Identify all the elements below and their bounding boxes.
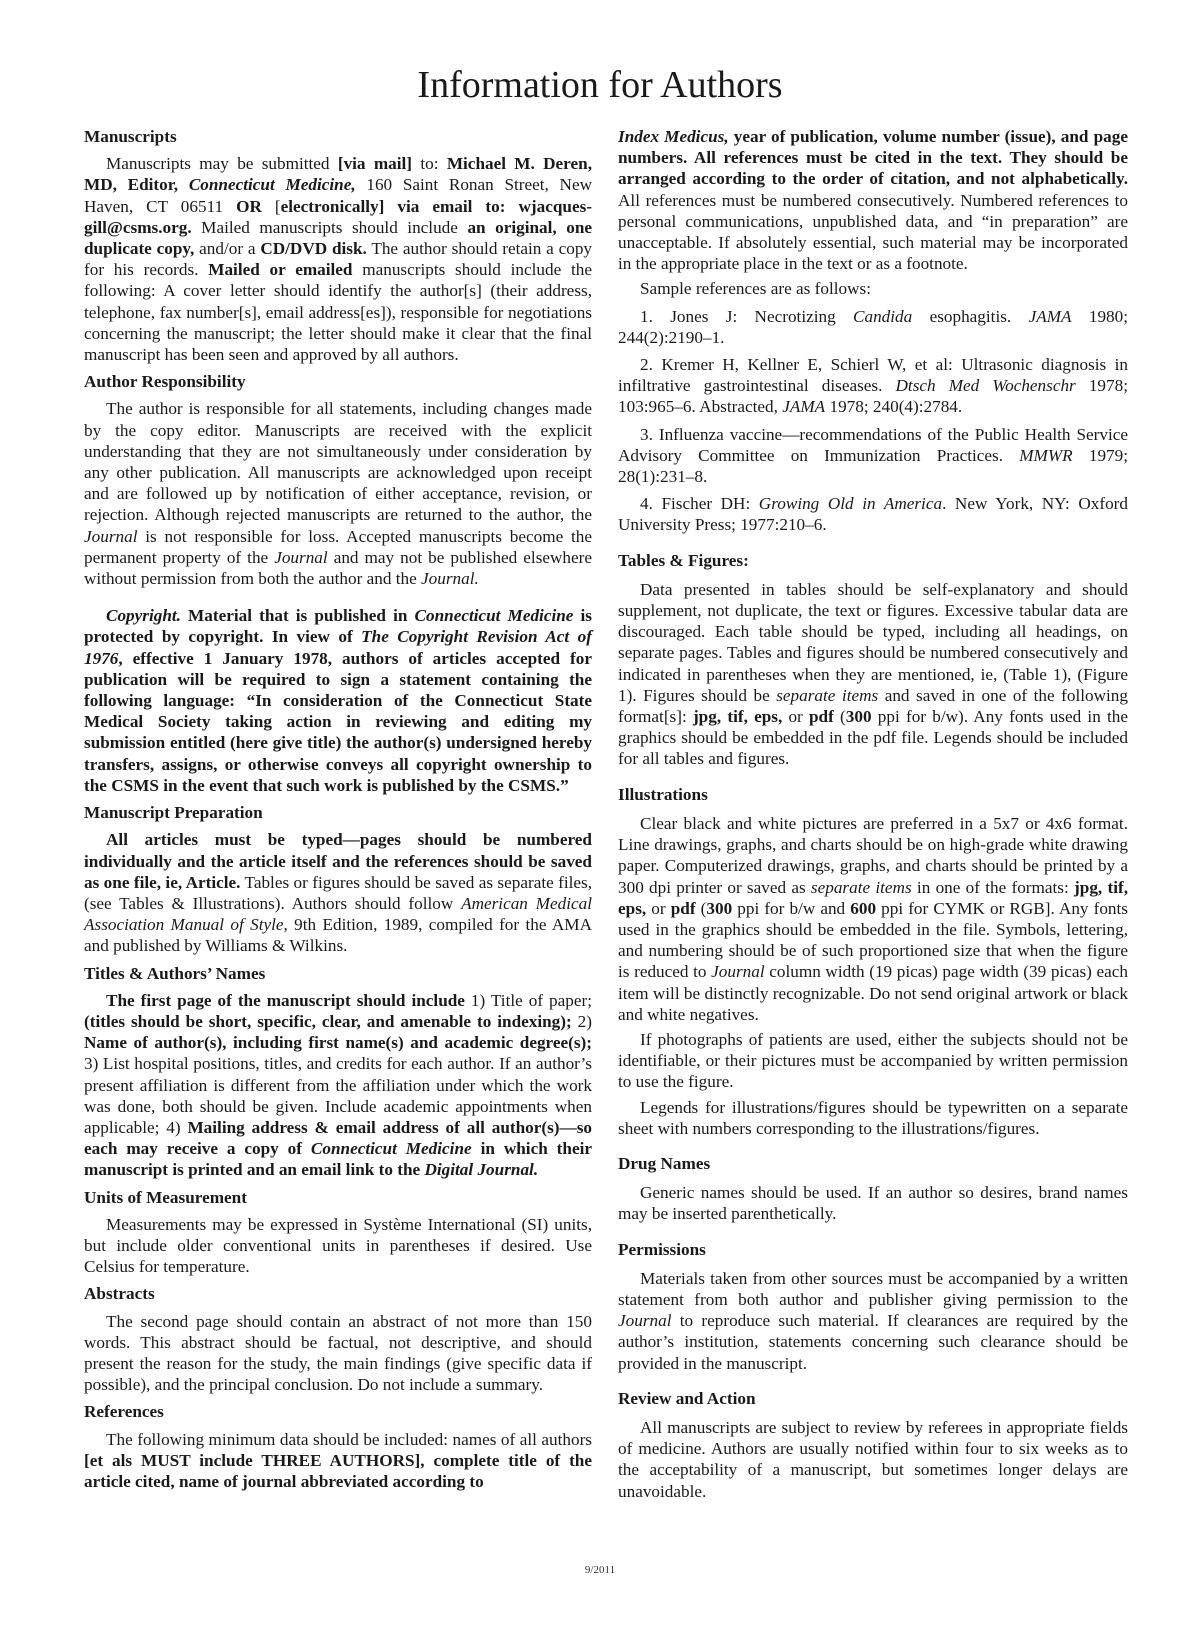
manuscripts-heading: Manuscripts [84,127,177,146]
review-action-paragraph: All manuscripts are subject to review by referees in appropriate fields of medicine. Authors are usually notified within four to six weeks as to the acceptability of a manuscript, but sometimes longer delays are unavoidable. [618,1417,1128,1501]
illustrations-paragraph: Clear black and white pictures are preferred in a 5x7 or 4x6 format. Line drawings, graphs, and charts should be on high-grade white drawing paper. Computerized drawings, graphs, and charts should be printed by a 300 dpi printer or saved as separate items in one of the formats: jpg, tif, eps, or pdf (300 ppi for b/w and 600 ppi for CYMK or RGB]. Any fonts used in the graphics should be embedded in the file. Symbols, lettering, and numbering should be of such proportioned size that when the figure is reduced to Journal column width (19 picas) page width (39 picas) each item will be distinctly recognizable. Do not send original artwork or black and white negatives. [618,813,1129,1024]
titles-authors-paragraph: The first page of the manuscript should include 1) Title of paper; (titles should be short, specific, clear, and amenable to indexing); 2) Name of author(s), including first name(s) and academic degree(s); 3) List hospital positions, titles, and credits for each author. If an author’s present affiliation is different from the affiliation under which the work was done, both should be given. Include academic appointments when applicable; 4) Mailing address & email address of all author(s)—so each may receive a copy of Connecticut Medicine in which their manuscript is printed and an email link to the Digital Journal. [84,990,592,1180]
drug-names-heading: Drug Names [618,1153,711,1173]
units-paragraph: Measurements may be expressed in Système International (SI) units, but include older conventional units in parentheses if desired. Use Celsius for temperature. [84,1214,592,1277]
permissions-heading: Permissions [618,1239,706,1259]
page-title: Information for Authors [417,64,783,106]
copyright-paragraph: Copyright. Material that is published in Connecticut Medicine is protected by copyright. In view of The Copyright Revision Act of 1976, effective 1 January 1978, authors of articles accepted for publication will be required to sign a statement containing the following language: “In consideration of the Connecticut State Medical Society taking action in reviewing and editing my submission entitled (here give title) the author(s) undersigned hereby transfers, assigns, or otherwise conveys all copyright ownership to the CSMS in the event that such work is published by the CSMS.” [84,606,592,795]
titles-authors-heading: Titles & Authors’ Names [84,963,266,983]
reference-item: 3. Influenza vaccine—recommendations of the Public Health Service Advisory Committee on Immunization Practices. MMWR 1979; 28(1):231–8. [618,424,1129,487]
legends-paragraph: Legends for illustrations/figures should be typewritten on a separate sheet with numbers corresponding to the illustrations/figures. [618,1097,1128,1138]
reference-item: 2. Kremer H, Kellner E, Schierl W, et al: Ultrasonic diagnosis in infiltrative gastrointestinal diseases. Dtsch Med Wochenschr 1978; 103:965–6. Abstracted, JAMA 1978; 240(4):2784. [618,355,1128,417]
author-responsibility-heading: Author Responsibility [84,372,246,392]
review-action-heading: Review and Action [618,1388,756,1408]
abstracts-paragraph: The second page should contain an abstract of not more than 150 words. This abstract should be factual, not descriptive, and should present the reason for the study, the main findings (give specific data if possible), and the principal conclusion. Do not include a summary. [84,1311,592,1395]
sample-references-intro: Sample references are as follows: [640,279,871,299]
reference-item: 1. Jones J: Necrotizing Candida esophagitis. JAMA 1980; 244(2):2190–1. [618,306,1129,347]
page-footer-date: 9/2011 [584,1564,616,1576]
units-heading: Units of Measurement [84,1187,247,1207]
references-paragraph-right: Index Medicus, year of publication, volume number (issue), and page numbers. All references must be cited in the text. They should be arranged according to the order of citation, and not alphabetically. All references must be numbered consecutively. Numbered references to personal communications, unpublished data, and “in preparation” are unacceptable. If absolutely essential, such material may be incorporated in the appropriate place in the text or as a footnote. [618,127,1128,274]
manuscript-preparation-heading: Manuscript Preparation [84,803,263,823]
right-column [618,126,1128,1502]
references-paragraph-left: The following minimum data should be included: names of all authors [et als MUST include THREE AUTHORS], complete title of the article cited, name of journal abbreviated according to [84,1429,592,1491]
illustrations-heading: Illustrations [618,784,708,804]
permissions-paragraph: Materials taken from other sources must be accompanied by a written statement from both author and publisher giving permission to the Journal to reproduce such material. If clearances are required by the author’s institution, statements concerning such clearance should be provided in the manuscript. [618,1268,1128,1373]
manuscript-preparation-paragraph: All articles must be typed—pages should be numbered individually and the article itself and the references should be saved as one file, ie, Article. Tables or figures should be saved as separate files, (see Tables & Illustrations). Authors should follow American Medical Association Manual of Style, 9th Edition, 1989, compiled for the AMA and published by Williams & Wilkins. [84,830,593,956]
tables-figures-heading: Tables & Figures: [618,550,749,570]
drug-names-paragraph: Generic names should be used. If an author so desires, brand names may be inserted parenthetically. [618,1183,1128,1224]
photographs-paragraph: If photographs of patients are used, either the subjects should not be identifiable, or their pictures must be accompanied by written permission to use the figure. [618,1029,1128,1092]
reference-item: 4. Fischer DH: Growing Old in America. New York, NY: Oxford University Press; 1977:210–6. [618,494,1129,535]
manuscripts-paragraph: Manuscripts may be submitted [via mail] to: Michael M. Deren, MD, Editor, Connecticut Medicine, 160 Saint Ronan Street, New Haven, CT 06511 OR [electronically] via email to: wjacques-gill@csms.org. Mailed manuscripts should include an original, one duplicate copy, and/or a CD/DVD disk. The author should retain a copy for his records. Mailed or emailed manuscripts should include the following: A cover letter should identify the author[s] (their address, telephone, fax number[s], email address[es]), responsible for negotiations concerning the manuscript; the letter should make it clear that the final manuscript has been seen and approved by all authors. [84,154,593,365]
tables-figures-paragraph: Data presented in tables should be self-explanatory and should supplement, not duplicate, the text or figures. Excessive tabular data are discouraged. Each table should be typed, including all headings, on separate pages. Tables and figures should be numbered consecutively and indicated in parentheses when they are mentioned, ie, (Table 1), (Figure 1). Figures should be separate items and saved in one of the following format[s]: jpg, tif, eps, or pdf (300 ppi for b/w). Any fonts used in the graphics should be embedded in the pdf file. Legends should be included for all tables and figures. [618,579,1128,769]
references-heading: References [84,1402,164,1422]
author-responsibility-paragraph: The author is responsible for all statements, including changes made by the copy editor. Manuscripts are received with the explicit understanding that they are not simultaneously under consideration by any other publication. All manuscripts are acknowledged upon receipt and are followed up by notification of either acceptance, revision, or rejection. Although rejected manuscripts are returned to the author, the Journal is not responsible for loss. Accepted manuscripts become the permanent property of the Journal and may not be published elsewhere without permission from both the author and the Journal. [84,399,592,589]
left-column [84,126,592,1492]
abstracts-heading: Abstracts [84,1284,155,1304]
